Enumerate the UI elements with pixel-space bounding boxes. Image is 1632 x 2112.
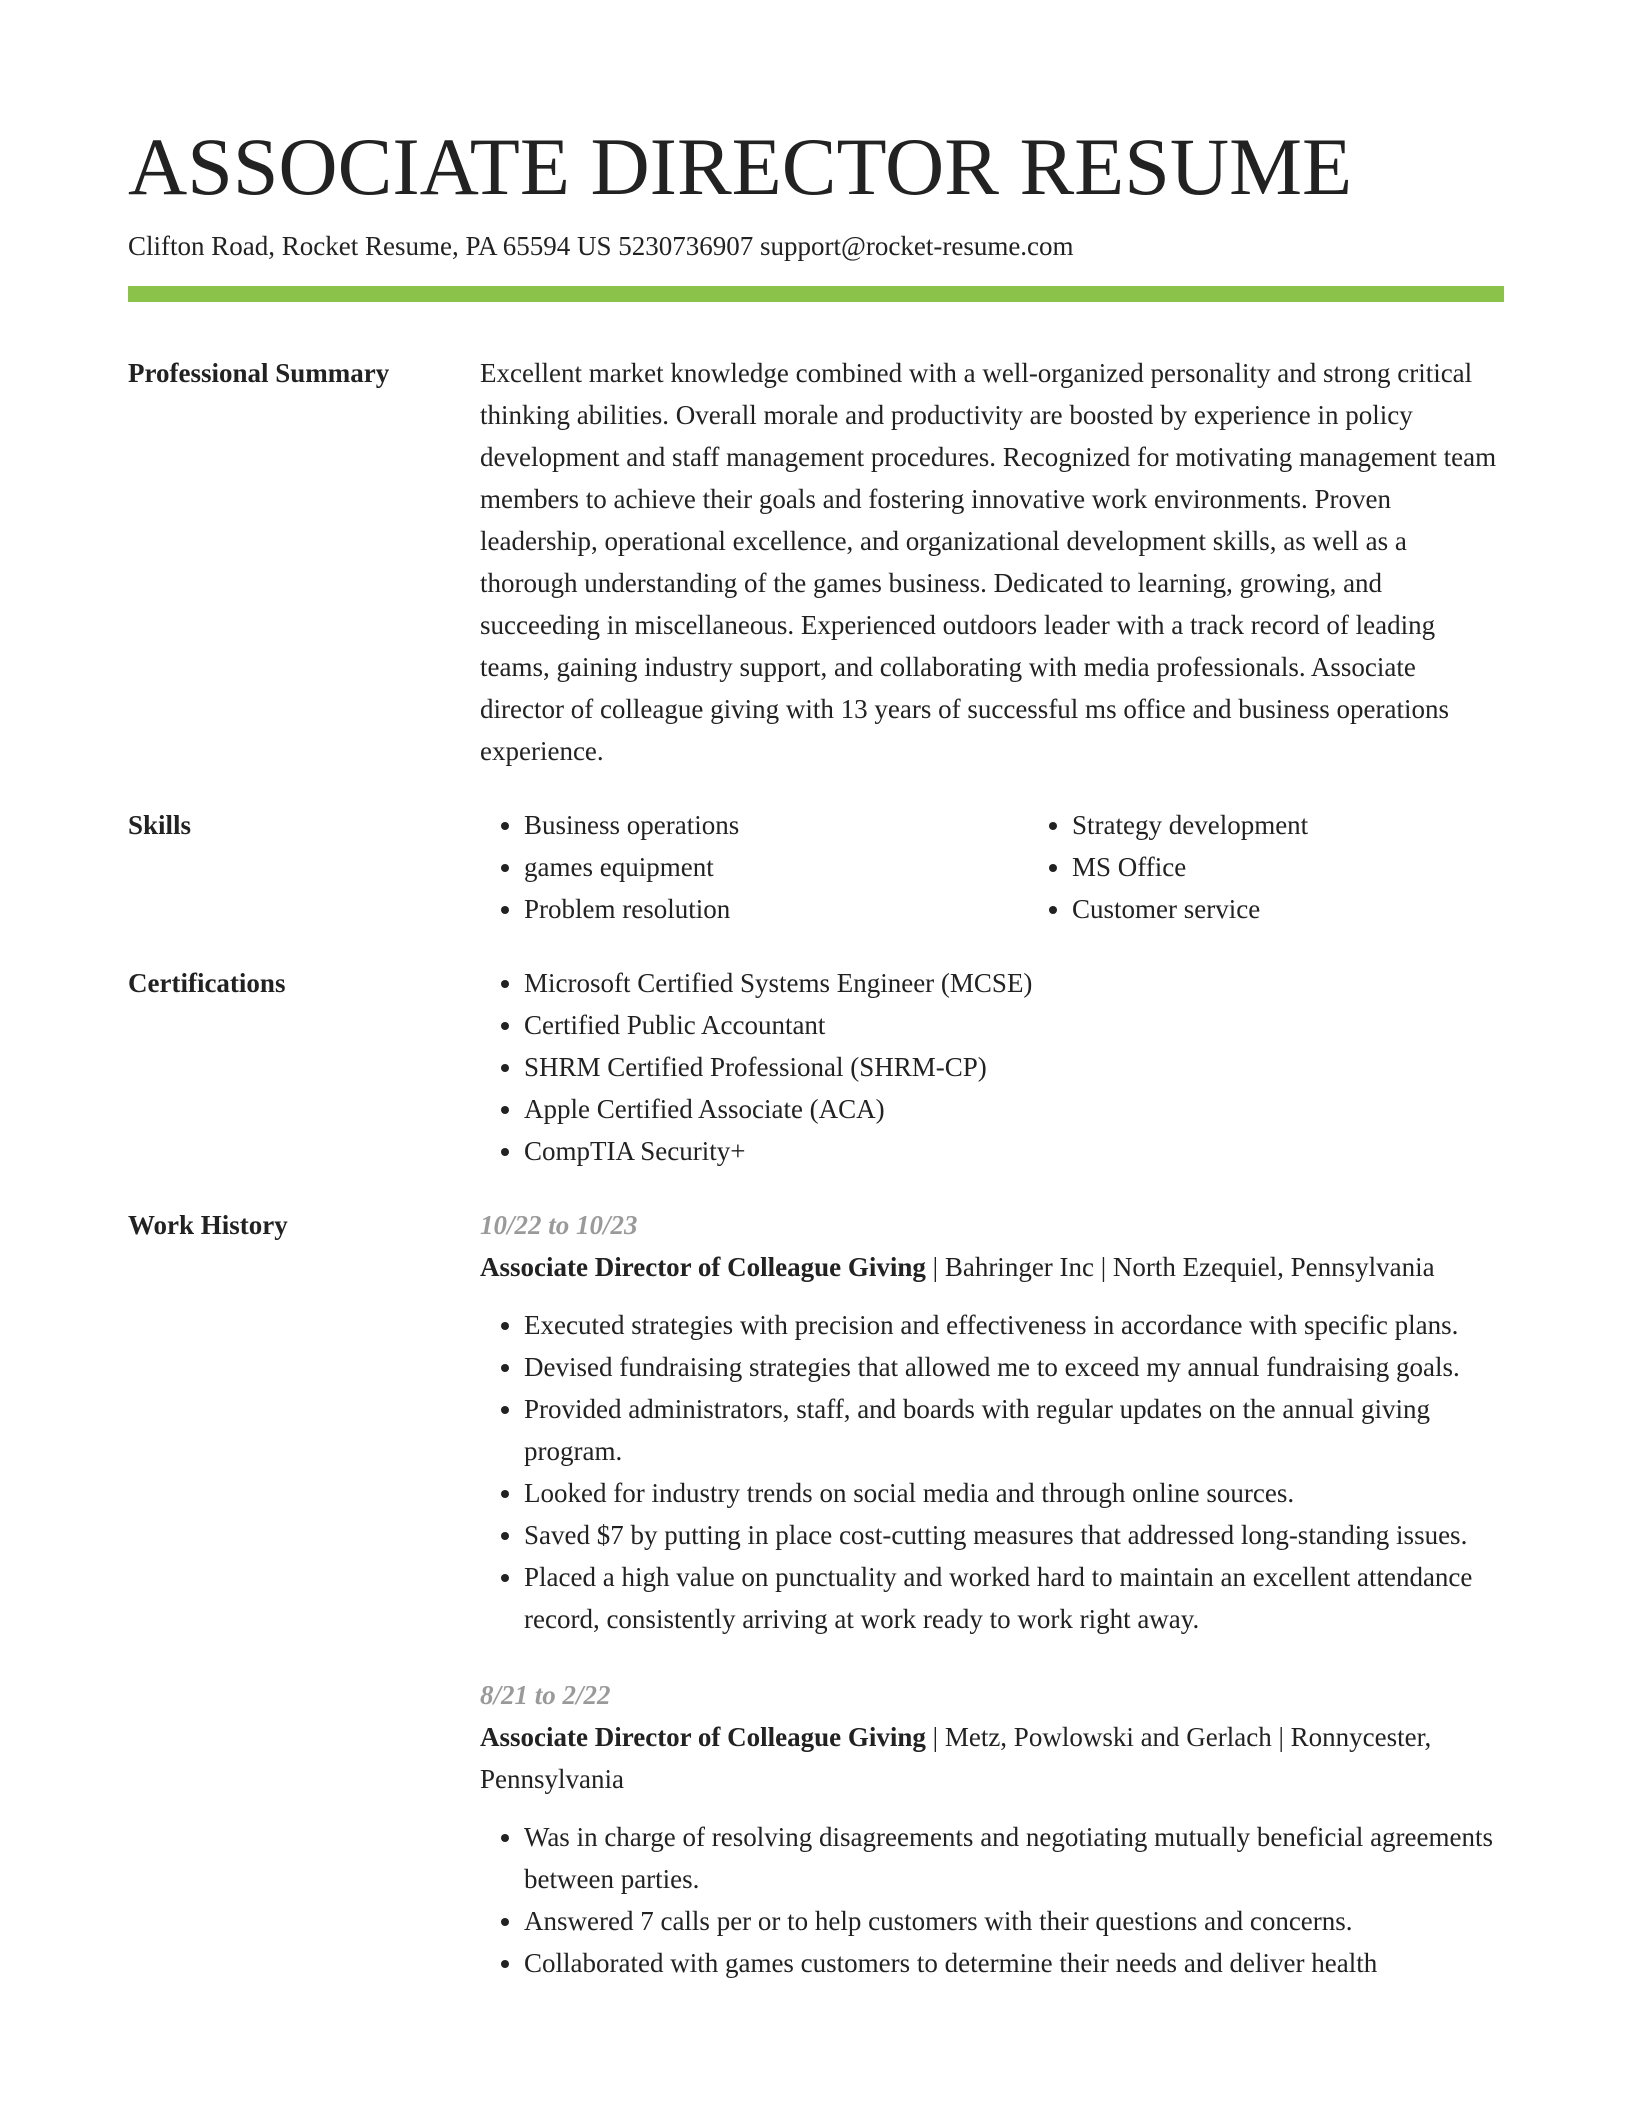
accent-divider: [128, 286, 1504, 302]
job-bullets: [480, 1816, 1504, 1984]
skill-item: • MS Office: [1072, 846, 1576, 888]
section-label-certifications: Certifications: [128, 968, 286, 998]
job-entry: [480, 1204, 1504, 1640]
skill-item: • Customer service: [1072, 888, 1576, 930]
job-bullet: • Placed a high value on punctuality and worked hard to maintain an excellent attendance record, consistently arriving at work ready to work right away.: [524, 1556, 1504, 1640]
job-date: 8/21 to 2/22: [480, 1680, 611, 1710]
job-title: Associate Director of Colleague Giving: [480, 1252, 926, 1282]
certifications-section: [128, 962, 1504, 1172]
skill-item: • Strategy development: [1072, 804, 1576, 846]
certification-item: • CompTIA Security+: [524, 1130, 1504, 1172]
job-employer-location: | Bahringer Inc | North Ezequiel, Pennsylvania: [925, 1252, 1435, 1282]
job-entry: [480, 1674, 1504, 1984]
job-bullet: • Looked for industry trends on social media and through online sources.: [524, 1472, 1504, 1514]
skill-item: • Problem resolution: [524, 888, 1028, 930]
job-employer-location: | Metz, Powlowski and Gerlach | Ronnycester, Pennsylvania: [480, 1722, 1432, 1794]
skills-list-col1: [480, 804, 1028, 930]
work-history-section: [128, 1204, 1504, 1984]
certifications-list: [480, 962, 1504, 1172]
certification-item: • Microsoft Certified Systems Engineer (MCSE): [524, 962, 1504, 1004]
job-bullet: • Saved $7 by putting in place cost-cutting measures that addressed long-standing issues.: [524, 1514, 1504, 1556]
resume-title: ASSOCIATE DIRECTOR RESUME: [128, 121, 1353, 212]
section-label-summary: Professional Summary: [128, 358, 390, 388]
job-bullet: • Devised fundraising strategies that allowed me to exceed my annual fundraising goals.: [524, 1346, 1504, 1388]
skill-item: • Business operations: [524, 804, 1028, 846]
job-heading: [480, 1246, 1504, 1288]
job-bullets: [480, 1304, 1504, 1640]
job-title: Associate Director of Colleague Giving: [480, 1722, 926, 1752]
job-bullet: • Answered 7 calls per or to help customers with their questions and concerns.: [524, 1900, 1504, 1942]
skills-list-col2: [1028, 804, 1576, 930]
job-bullet: • Provided administrators, staff, and boards with regular updates on the annual giving program.: [524, 1388, 1504, 1472]
skills-section: [128, 804, 1504, 930]
certification-item: • Certified Public Accountant: [524, 1004, 1504, 1046]
professional-summary-section: [128, 352, 1504, 772]
certification-item: • Apple Certified Associate (ACA): [524, 1088, 1504, 1130]
certification-item: • SHRM Certified Professional (SHRM-CP): [524, 1046, 1504, 1088]
skill-item: • games equipment: [524, 846, 1028, 888]
job-date: 10/22 to 10/23: [480, 1210, 638, 1240]
job-bullet: • Collaborated with games customers to determine their needs and deliver health: [524, 1942, 1504, 1984]
section-label-skills: Skills: [128, 810, 192, 840]
contact-line: Clifton Road, Rocket Resume, PA 65594 US 5230736907 support@rocket-resume.com: [128, 231, 1074, 261]
job-bullet: • Executed strategies with precision and effectiveness in accordance with specific plans.: [524, 1304, 1504, 1346]
job-bullet: • Was in charge of resolving disagreements and negotiating mutually beneficial agreements between parties.: [524, 1816, 1504, 1900]
section-label-work-history: Work History: [128, 1210, 288, 1240]
summary-text: Excellent market knowledge combined with a well-organized personality and strong critical thinking abilities. Overall morale and productivity are boosted by experience in policy development and staff management procedures. Recognized for motivating management team members to achieve their goals and fostering innovative work environments. Proven leadership, operational excellence, and organizational development skills, as well as a thorough understanding of the games business. Dedicated to learning, growing, and succeeding in miscellaneous. Experienced outdoors leader with a track record of leading teams, gaining industry support, and collaborating with media professionals. Associate director of colleague giving with 13 years of successful ms office and business operations experience.: [480, 358, 1497, 766]
job-heading: [480, 1716, 1504, 1800]
